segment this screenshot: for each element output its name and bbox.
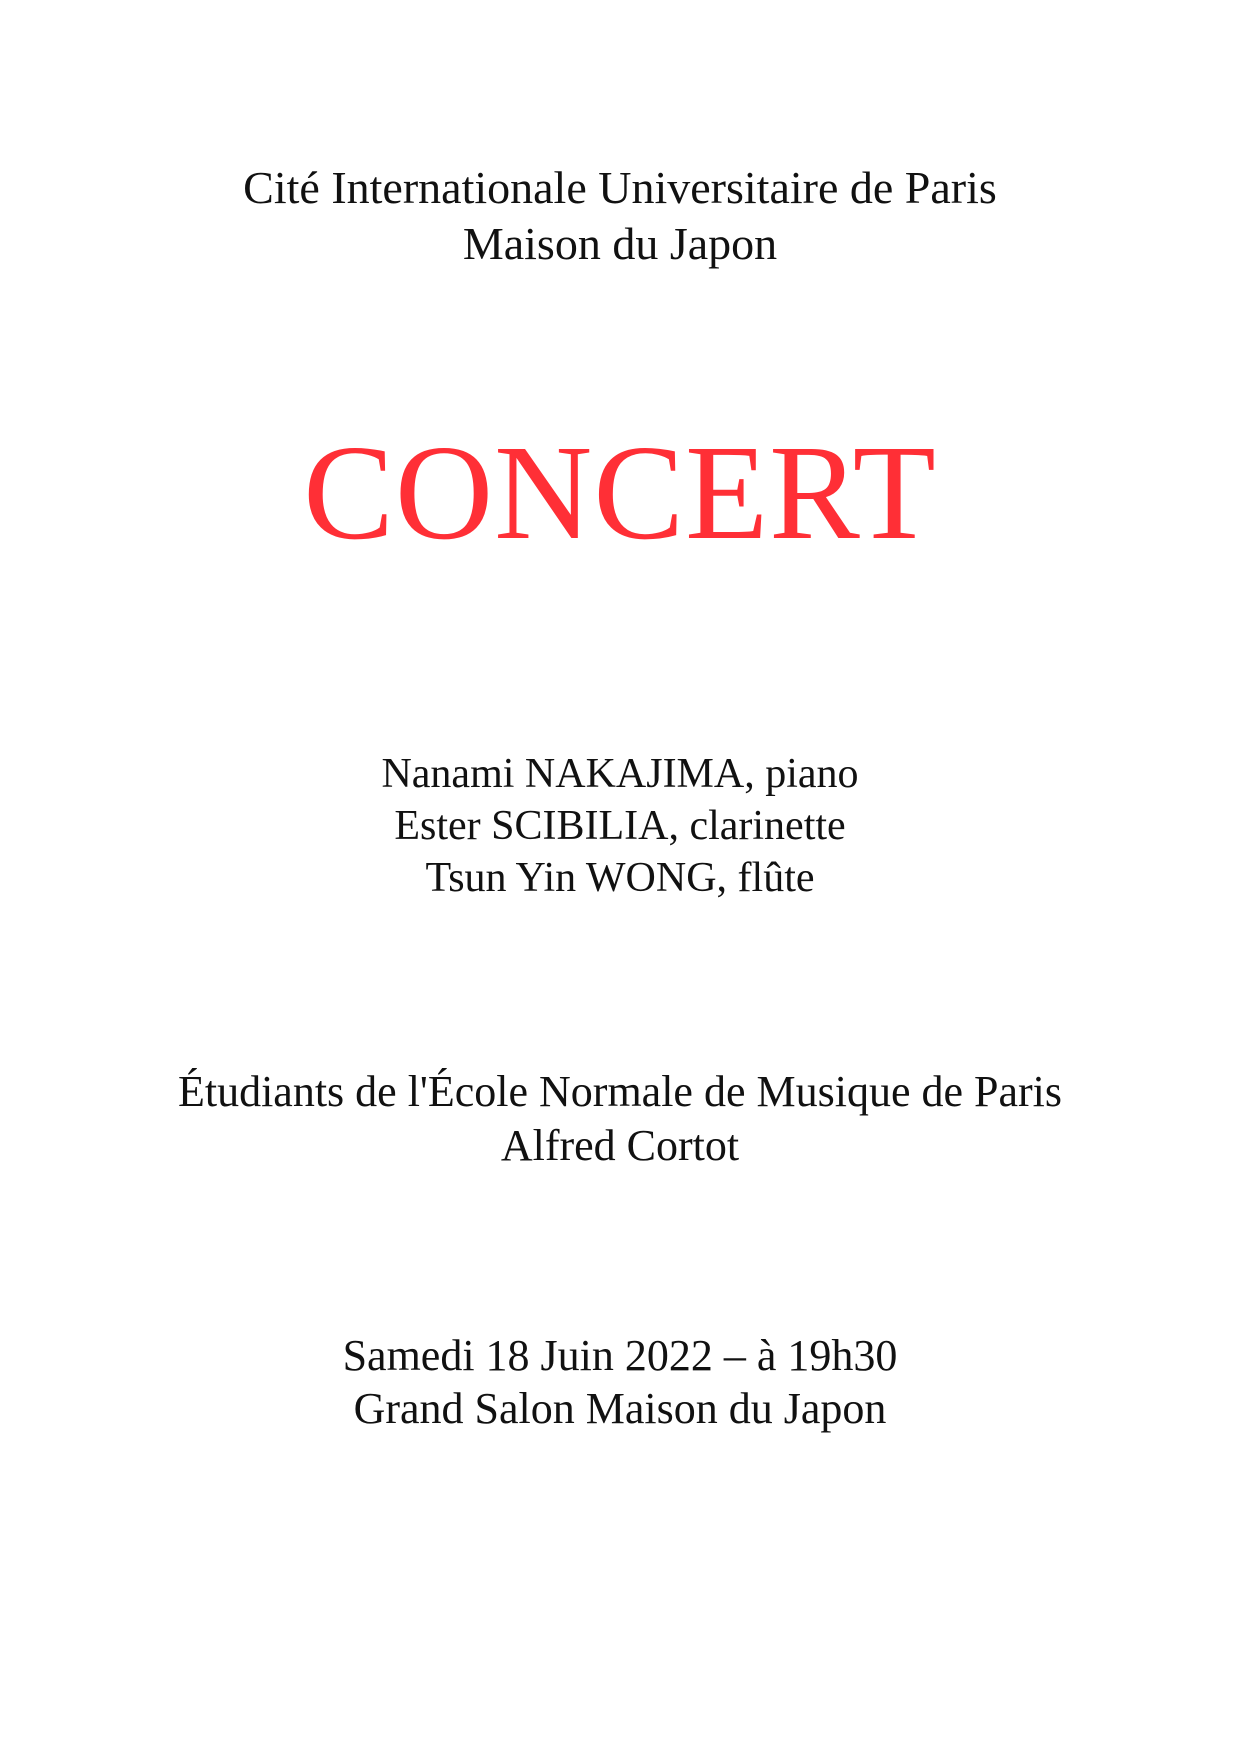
performer-clarinet: Ester SCIBILIA, clarinette bbox=[394, 803, 846, 849]
event-date-time: Samedi 18 Juin 2022 – à 19h30 bbox=[342, 1331, 898, 1380]
event-venue: Grand Salon Maison du Japon bbox=[353, 1384, 887, 1433]
event-info bbox=[0, 1329, 1240, 1435]
house-name: Maison du Japon bbox=[462, 218, 778, 269]
concert-title: CONCERT bbox=[303, 418, 937, 568]
header bbox=[0, 160, 1240, 272]
institution-name: Cité Internationale Universitaire de Paris bbox=[243, 162, 997, 213]
performer-flute: Tsun Yin WONG, flûte bbox=[425, 855, 815, 901]
students-school: Étudiants de l'École Normale de Musique de Paris bbox=[177, 1067, 1063, 1116]
performers-list bbox=[0, 748, 1240, 904]
performer-piano: Nanami NAKAJIMA, piano bbox=[381, 751, 859, 797]
students-school-name: Alfred Cortot bbox=[500, 1121, 740, 1170]
students-info bbox=[0, 1065, 1240, 1173]
page-title bbox=[0, 418, 1240, 568]
